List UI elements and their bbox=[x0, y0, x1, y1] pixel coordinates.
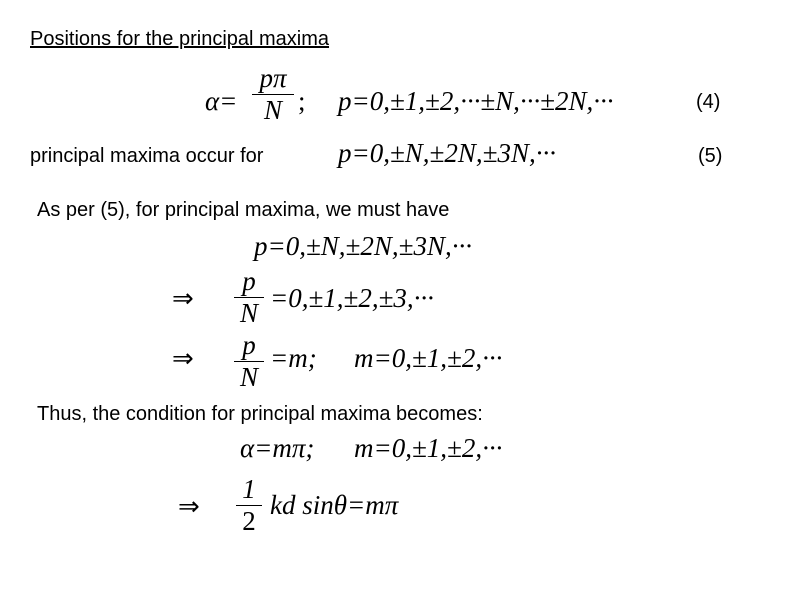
as-per-rhs2: =m; bbox=[270, 343, 317, 373]
eq4-alpha: α= bbox=[205, 86, 238, 116]
fraction2-denominator: N bbox=[239, 362, 258, 392]
eq4-rhs: p=0,±1,±2,···±N,···±2N,··· bbox=[338, 86, 614, 116]
implies-arrow-icon: ⇒ bbox=[178, 492, 200, 522]
fraction1-numerator: p bbox=[242, 266, 256, 296]
thus-denominator: 2 bbox=[242, 506, 256, 536]
thus-numerator: 1 bbox=[242, 474, 256, 504]
as-per-fraction2 bbox=[234, 332, 264, 391]
eq4-number: (4) bbox=[696, 91, 721, 113]
principal-maxima-text: principal maxima occur for bbox=[30, 145, 264, 167]
thus-eq1a: α=mπ; bbox=[240, 433, 315, 463]
implies-arrow-icon: ⇒ bbox=[172, 284, 194, 314]
eq4-numerator: pπ bbox=[259, 63, 287, 93]
page-heading: Positions for the principal maxima bbox=[30, 28, 330, 50]
eq4-fraction bbox=[252, 65, 294, 124]
eq5-number: (5) bbox=[698, 145, 723, 167]
eq5-rhs: p=0,±N,±2N,±3N,··· bbox=[338, 138, 556, 168]
as-per-rhs1: =0,±1,±2,±3,··· bbox=[270, 283, 434, 313]
fraction2-numerator: p bbox=[242, 330, 256, 360]
as-per-text: As per (5), for principal maxima, we must have bbox=[37, 199, 450, 221]
implies-arrow-icon: ⇒ bbox=[172, 344, 194, 374]
thus-eq1b: m=0,±1,±2,··· bbox=[354, 433, 503, 463]
fraction1-denominator: N bbox=[239, 298, 258, 328]
eq4-separator: ; bbox=[298, 86, 306, 116]
thus-rhs: kd sinθ=mπ bbox=[270, 490, 399, 520]
eq4-denominator: N bbox=[263, 95, 282, 125]
as-per-eq1: p=0,±N,±2N,±3N,··· bbox=[254, 231, 472, 261]
as-per-fraction1 bbox=[234, 268, 264, 327]
as-per-rhs2b: m=0,±1,±2,··· bbox=[354, 343, 503, 373]
thus-text: Thus, the condition for principal maxima becomes: bbox=[37, 403, 483, 425]
thus-fraction bbox=[236, 476, 262, 535]
